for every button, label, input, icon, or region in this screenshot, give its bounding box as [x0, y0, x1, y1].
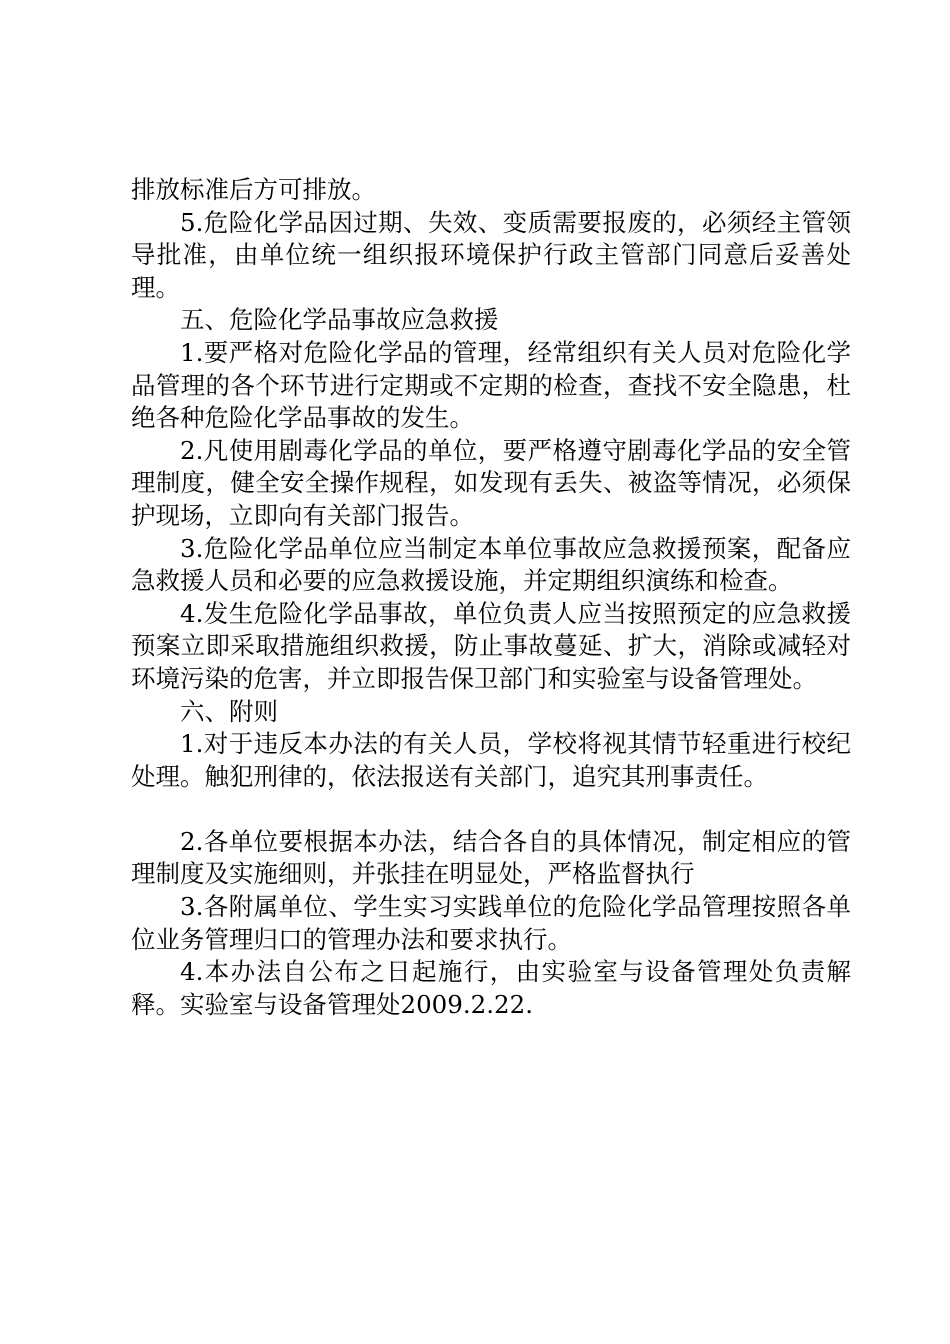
paragraph-item-5-3: 3.危险化学品单位应当制定本单位事故应急救援预案，配备应急救援人员和必要的应急救援设施，并定期组织演练和检查。 — [131, 533, 851, 596]
paragraph-item-5-1: 1.要严格对危险化学品的管理，经常组织有关人员对危险化学品管理的各个环节进行定期或不定期的检查，查找不安全隐患，杜绝各种危险化学品事故的发生。 — [131, 337, 851, 433]
paragraph-item-5-4: 4.发生危险化学品事故，单位负责人应当按照预定的应急救援预案立即采取措施组织救援，防止事故蔓延、扩大，消除或减轻对环境污染的危害，并立即报告保卫部门和实验室与设备管理处。 — [131, 598, 851, 693]
paragraph-item-6-1: 1.对于违反本办法的有关人员，学校将视其情节轻重进行校纪处理。触犯刑律的，依法报送有关部门，追究其刑事责任。 — [131, 729, 851, 791]
paragraph-item-5-2: 2.凡使用剧毒化学品的单位，要严格遵守剧毒化学品的安全管理制度，健全安全操作规程，如发现有丢失、被盗等情况，必须保护现场，立即向有关部门报告。 — [131, 435, 851, 530]
section-heading-6: 六、附则 — [180, 696, 278, 726]
paragraph-item-6-4: 4.本办法自公布之日起施行，由实验室与设备管理处负责解释。实验室与设备管理处2009.2.22. — [131, 957, 851, 1019]
paragraph-item-6-3: 3.各附属单位、学生实习实践单位的危险化学品管理按照各单位业务管理归口的管理办法和要求执行。 — [131, 892, 851, 954]
section-heading-5: 五、危险化学品事故应急救援 — [180, 305, 499, 335]
document-body — [131, 174, 851, 1021]
paragraph-item-6-2: 2.各单位要根据本办法，结合各自的具体情况，制定相应的管理制度及实施细则，并张挂在明显处，严格监督执行 — [131, 826, 851, 889]
paragraph-item-4-5: 5.危险化学品因过期、失效、变质需要报废的，必须经主管领导批准，由单位统一组织报环境保护行政主管部门同意后妥善处理。 — [131, 207, 851, 302]
blank-line — [131, 793, 851, 826]
paragraph-continuation: 排放标准后方可排放。 — [131, 175, 376, 204]
